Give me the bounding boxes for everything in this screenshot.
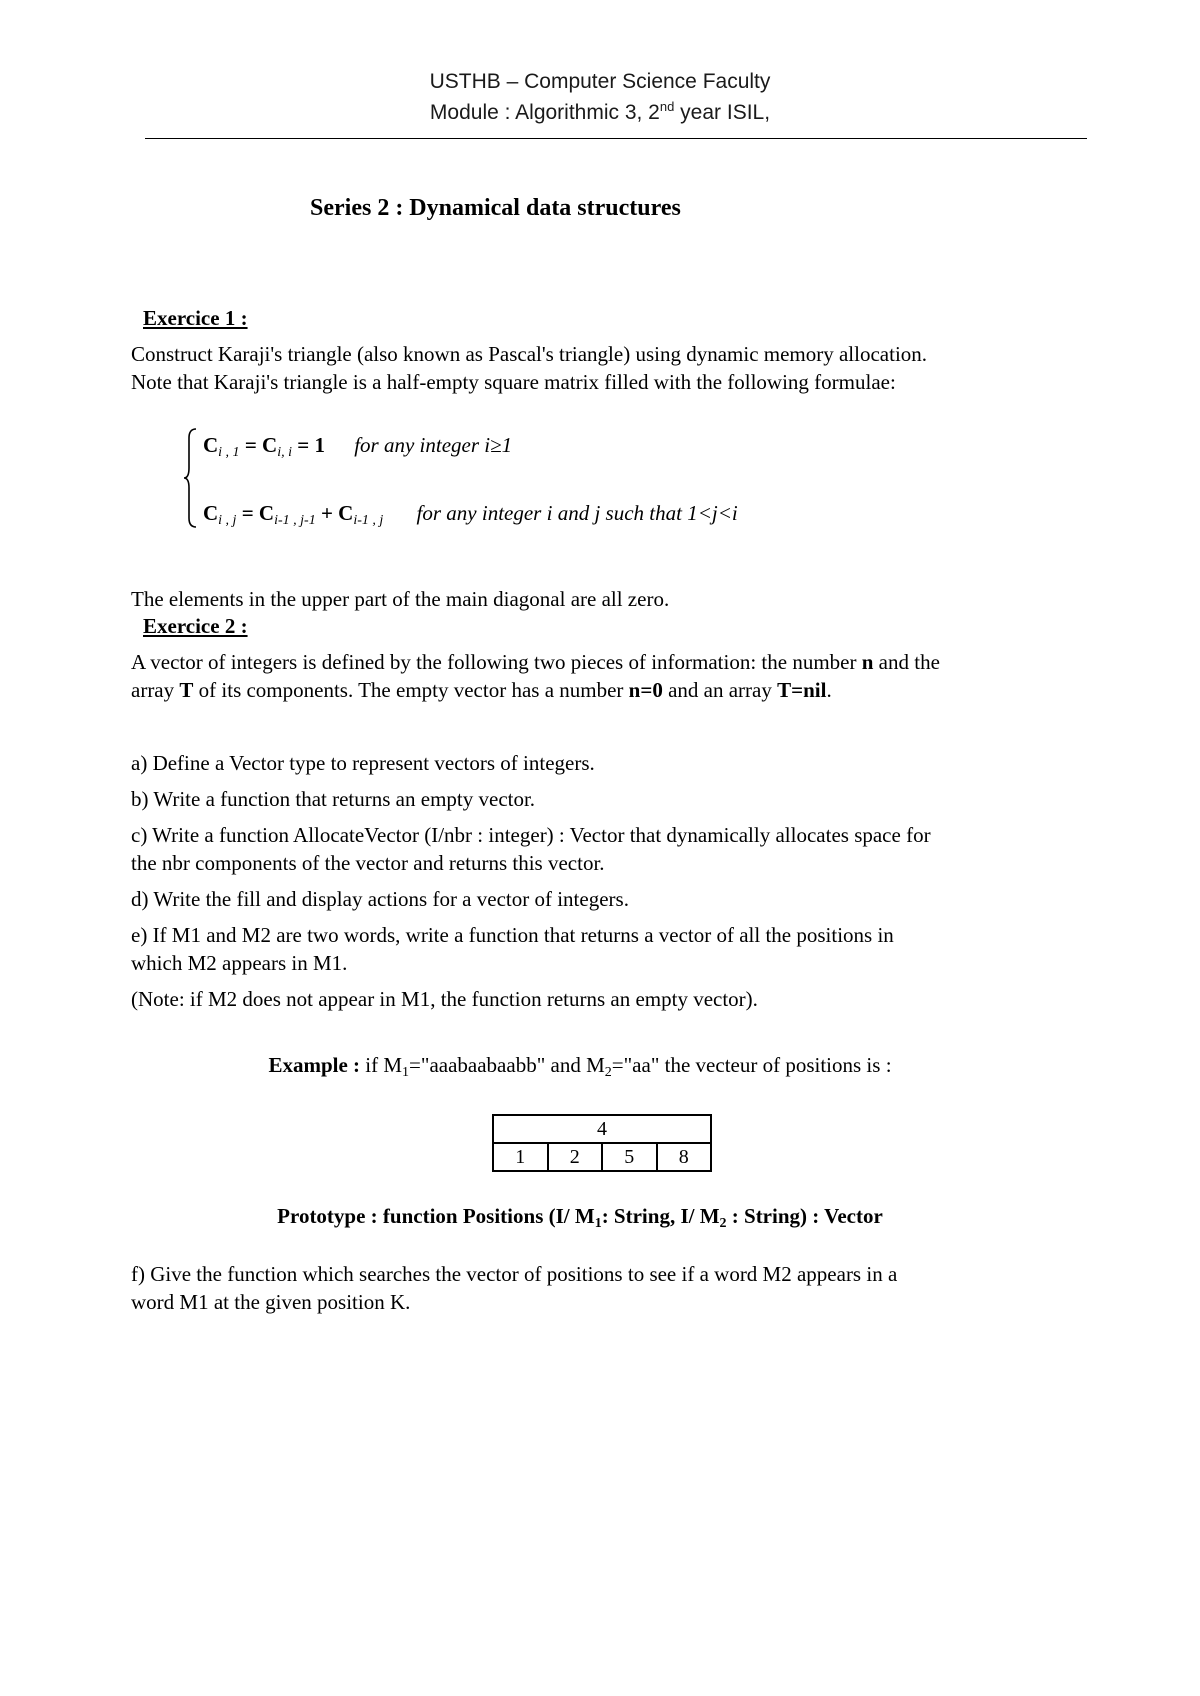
formula-2 [203,501,738,529]
vector-count-row [493,1115,711,1143]
header-module-text: Module : Algorithmic 3, 2 [429,101,660,124]
example-sub-1: 1 [402,1065,410,1080]
exercise-2-intro-2 [131,676,832,704]
question-e-note: (Note: if M2 does not appear in M1, the function returns an empty vector). [131,987,758,1011]
intro-2-n0: n=0 [628,678,663,702]
example-text-1: if M [360,1053,403,1077]
formula-1 [203,433,512,461]
example-label: Example : [268,1053,361,1077]
header-faculty: USTHB – Computer Science Faculty [429,70,771,93]
formula-2-plus: + C [315,501,354,525]
vector-value-cell: 5 [602,1143,657,1171]
page-title: Series 2 : Dynamical data structures [310,195,681,221]
exercise-2-heading: Exercice 2 : [143,614,248,638]
exercise-1-line-2: Note that Karaji's triangle is a half-empty square matrix filled with the following formulae: [131,370,896,394]
intro-2-tnil: T=nil [777,678,827,702]
vector-value-cell: 1 [493,1143,548,1171]
vector-count-cell: 4 [493,1115,711,1143]
question-d: d) Write the fill and display actions for a vector of integers. [131,887,629,911]
intro-2-T: T [179,678,194,702]
header-divider [145,138,1087,139]
header-module-year: year ISIL, [674,101,771,124]
positions-vector-table [492,1114,712,1172]
prototype-sub-1: 1 [594,1216,602,1231]
vector-values-row [493,1143,711,1171]
intro-2-text-g: . [826,678,832,702]
exercise-1-heading: Exercice 1 : [143,306,248,330]
intro-1-n: n [861,650,874,674]
intro-2-text-a: array [131,678,180,702]
formula-1-sub-2: i, i [277,445,292,460]
formula-2-sub-3: i-1 , j [353,513,384,528]
example-text-3: ="aa" the vecteur of positions is : [611,1053,892,1077]
question-b: b) Write a function that returns an empty vector. [131,787,536,811]
formula-2-eq: = C [236,501,275,525]
example-text-2: ="aaabaabaabb" and M [409,1053,605,1077]
header-module-sup: nd [659,99,675,114]
question-f-line-2: word M1 at the given position K. [131,1290,411,1314]
question-f-line-1: f) Give the function which searches the vector of positions to see if a word M2 appears in a [131,1262,898,1286]
formula-2-sub-1: i , j [218,513,237,528]
question-c-line-2: the nbr components of the vector and returns this vector. [131,851,605,875]
exercise-1-line-1: Construct Karaji's triangle (also known as Pascal's triangle) using dynamic memory allocation. [131,342,928,366]
formula-1-condition: for any integer i≥1 [354,433,513,457]
formula-2-condition: for any integer i and j such that 1<j<i [416,501,738,525]
formula-1-eq: = C [239,433,278,457]
formula-brace [183,428,197,528]
intro-1-text-c: and the [873,650,940,674]
formula-2-lhs: C [203,501,219,525]
exercise-1-note: The elements in the upper part of the main diagonal are all zero. [131,587,670,611]
question-a: a) Define a Vector type to represent vectors of integers. [131,751,595,775]
vector-value-cell: 2 [548,1143,603,1171]
example-sub-2: 2 [604,1065,612,1080]
header-module [0,99,1200,125]
formula-1-lhs: C [203,433,219,457]
exercise-2-intro-1 [131,648,940,676]
question-c-line-1: c) Write a function AllocateVector (I/nbr : integer) : Vector that dynamically allocates space for [131,823,931,847]
intro-2-text-e: and an array [662,678,778,702]
vector-value-cell: 8 [657,1143,712,1171]
prototype-sub-2: 2 [719,1216,727,1231]
function-prototype [0,1204,1160,1232]
intro-1-text-a: A vector of integers is defined by the following two pieces of information: the number [131,650,862,674]
prototype-text-2: : String, I/ M [601,1204,720,1228]
formula-2-sub-2: i-1 , j-1 [274,513,316,528]
example-line [0,1053,1160,1081]
intro-2-text-c: of its components. The empty vector has a number [193,678,629,702]
prototype-text-1: Prototype : function Positions (I/ M [277,1204,595,1228]
formula-1-sub-1: i , 1 [218,445,240,460]
question-e-line-1: e) If M1 and M2 are two words, write a function that returns a vector of all the positions in [131,923,894,947]
formula-1-rhs: = 1 [291,433,325,457]
question-e-line-2: which M2 appears in M1. [131,951,348,975]
prototype-text-3: : String) : Vector [726,1204,883,1228]
